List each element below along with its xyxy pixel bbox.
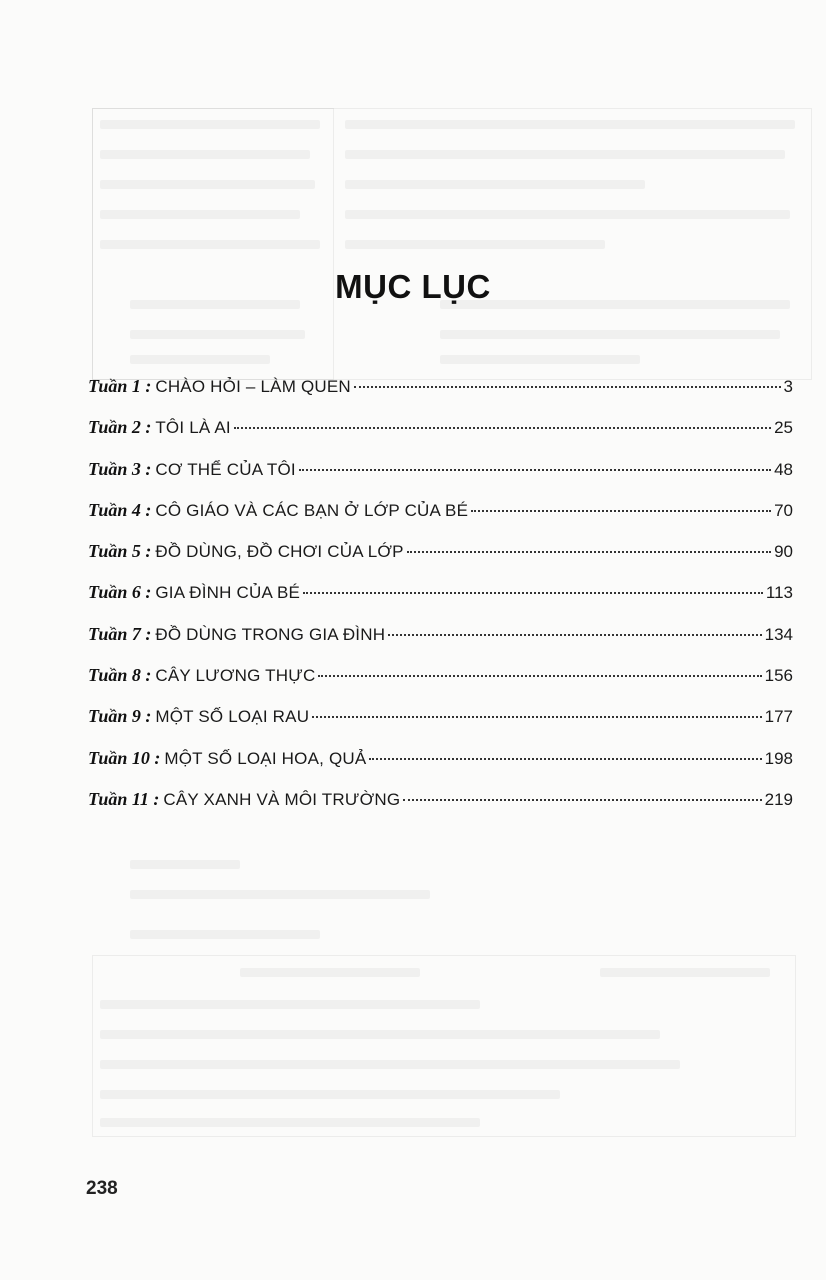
toc-chapter-title: CHÀO HỎI – LÀM QUEN (155, 377, 351, 396)
toc-entry-week-8[interactable] (88, 665, 793, 706)
toc-entry-week-1[interactable] (88, 376, 793, 417)
toc-entry-week-9[interactable] (88, 706, 793, 747)
dot-leader (303, 592, 763, 594)
toc-chapter-title: MỘT SỐ LOẠI HOA, QUẢ (164, 748, 367, 768)
toc-week-label: Tuần 5 : (88, 541, 152, 562)
toc-chapter-title: TÔI LÀ AI (155, 418, 231, 438)
toc-week-label: Tuần 7 : (88, 623, 152, 644)
toc-entry-week-6[interactable] (88, 582, 793, 623)
toc-chapter-title: MỘT SỐ LOẠI RAU (155, 707, 310, 727)
toc-page-number: 70 (774, 500, 793, 520)
dot-leader (403, 799, 761, 801)
page-title: MỤC LỤC (335, 268, 491, 305)
toc-page-number: 3 (783, 377, 793, 396)
toc-week-label: Tuần 6 : (88, 582, 152, 603)
dot-leader (388, 634, 761, 636)
toc-chapter-title: ĐỒ DÙNG TRONG GIA ĐÌNH (155, 624, 386, 644)
toc-entry-week-2[interactable] (88, 417, 793, 458)
dot-leader (354, 386, 781, 388)
dot-leader (234, 427, 771, 429)
toc-page-number: 25 (774, 418, 793, 438)
toc-page-number: 156 (764, 666, 793, 686)
toc-week-label: Tuần 2 : (88, 417, 152, 438)
dot-leader (299, 469, 771, 471)
page-number: 238 (86, 1178, 118, 1199)
dot-leader (312, 716, 761, 718)
toc-chapter-title: CƠ THỂ CỦA TÔI (155, 459, 296, 479)
toc-entry-week-3[interactable] (88, 459, 793, 500)
toc-chapter-title: GIA ĐÌNH CỦA BÉ (155, 583, 301, 603)
dot-leader (471, 510, 771, 512)
toc-week-label: Tuần 4 : (88, 499, 152, 520)
toc-week-label: Tuần 3 : (88, 458, 152, 479)
toc-week-label: Tuần 9 : (88, 706, 152, 727)
toc-entry-week-7[interactable] (88, 624, 793, 665)
toc-week-label: Tuần 1 : (88, 376, 152, 396)
toc-week-label: Tuần 8 : (88, 665, 152, 686)
toc-chapter-title: ĐỒ DÙNG, ĐỒ CHƠI CỦA LỚP (155, 542, 404, 562)
toc-entry-week-4[interactable] (88, 500, 793, 541)
toc-chapter-title: CÔ GIÁO VÀ CÁC BẠN Ở LỚP CỦA BÉ (155, 500, 469, 520)
toc-page-number: 48 (774, 459, 793, 479)
dot-leader (407, 551, 771, 553)
table-of-contents (88, 376, 793, 830)
toc-week-label: Tuần 11 : (88, 788, 160, 809)
toc-chapter-title: CÂY XANH VÀ MÔI TRƯỜNG (163, 789, 401, 809)
toc-page-number: 134 (764, 624, 793, 644)
toc-chapter-title: CÂY LƯƠNG THỰC (155, 666, 316, 686)
toc-page-number: 113 (765, 583, 793, 603)
toc-page-number: 90 (774, 542, 793, 562)
toc-week-label: Tuần 10 : (88, 747, 161, 768)
dot-leader (318, 675, 761, 677)
toc-entry-week-5[interactable] (88, 541, 793, 582)
toc-entry-week-10[interactable] (88, 748, 793, 789)
toc-page-number: 198 (764, 748, 793, 768)
toc-page-number: 219 (764, 789, 793, 809)
toc-entry-week-11[interactable] (88, 789, 793, 830)
toc-page-number: 177 (764, 707, 793, 727)
dot-leader (369, 758, 761, 760)
